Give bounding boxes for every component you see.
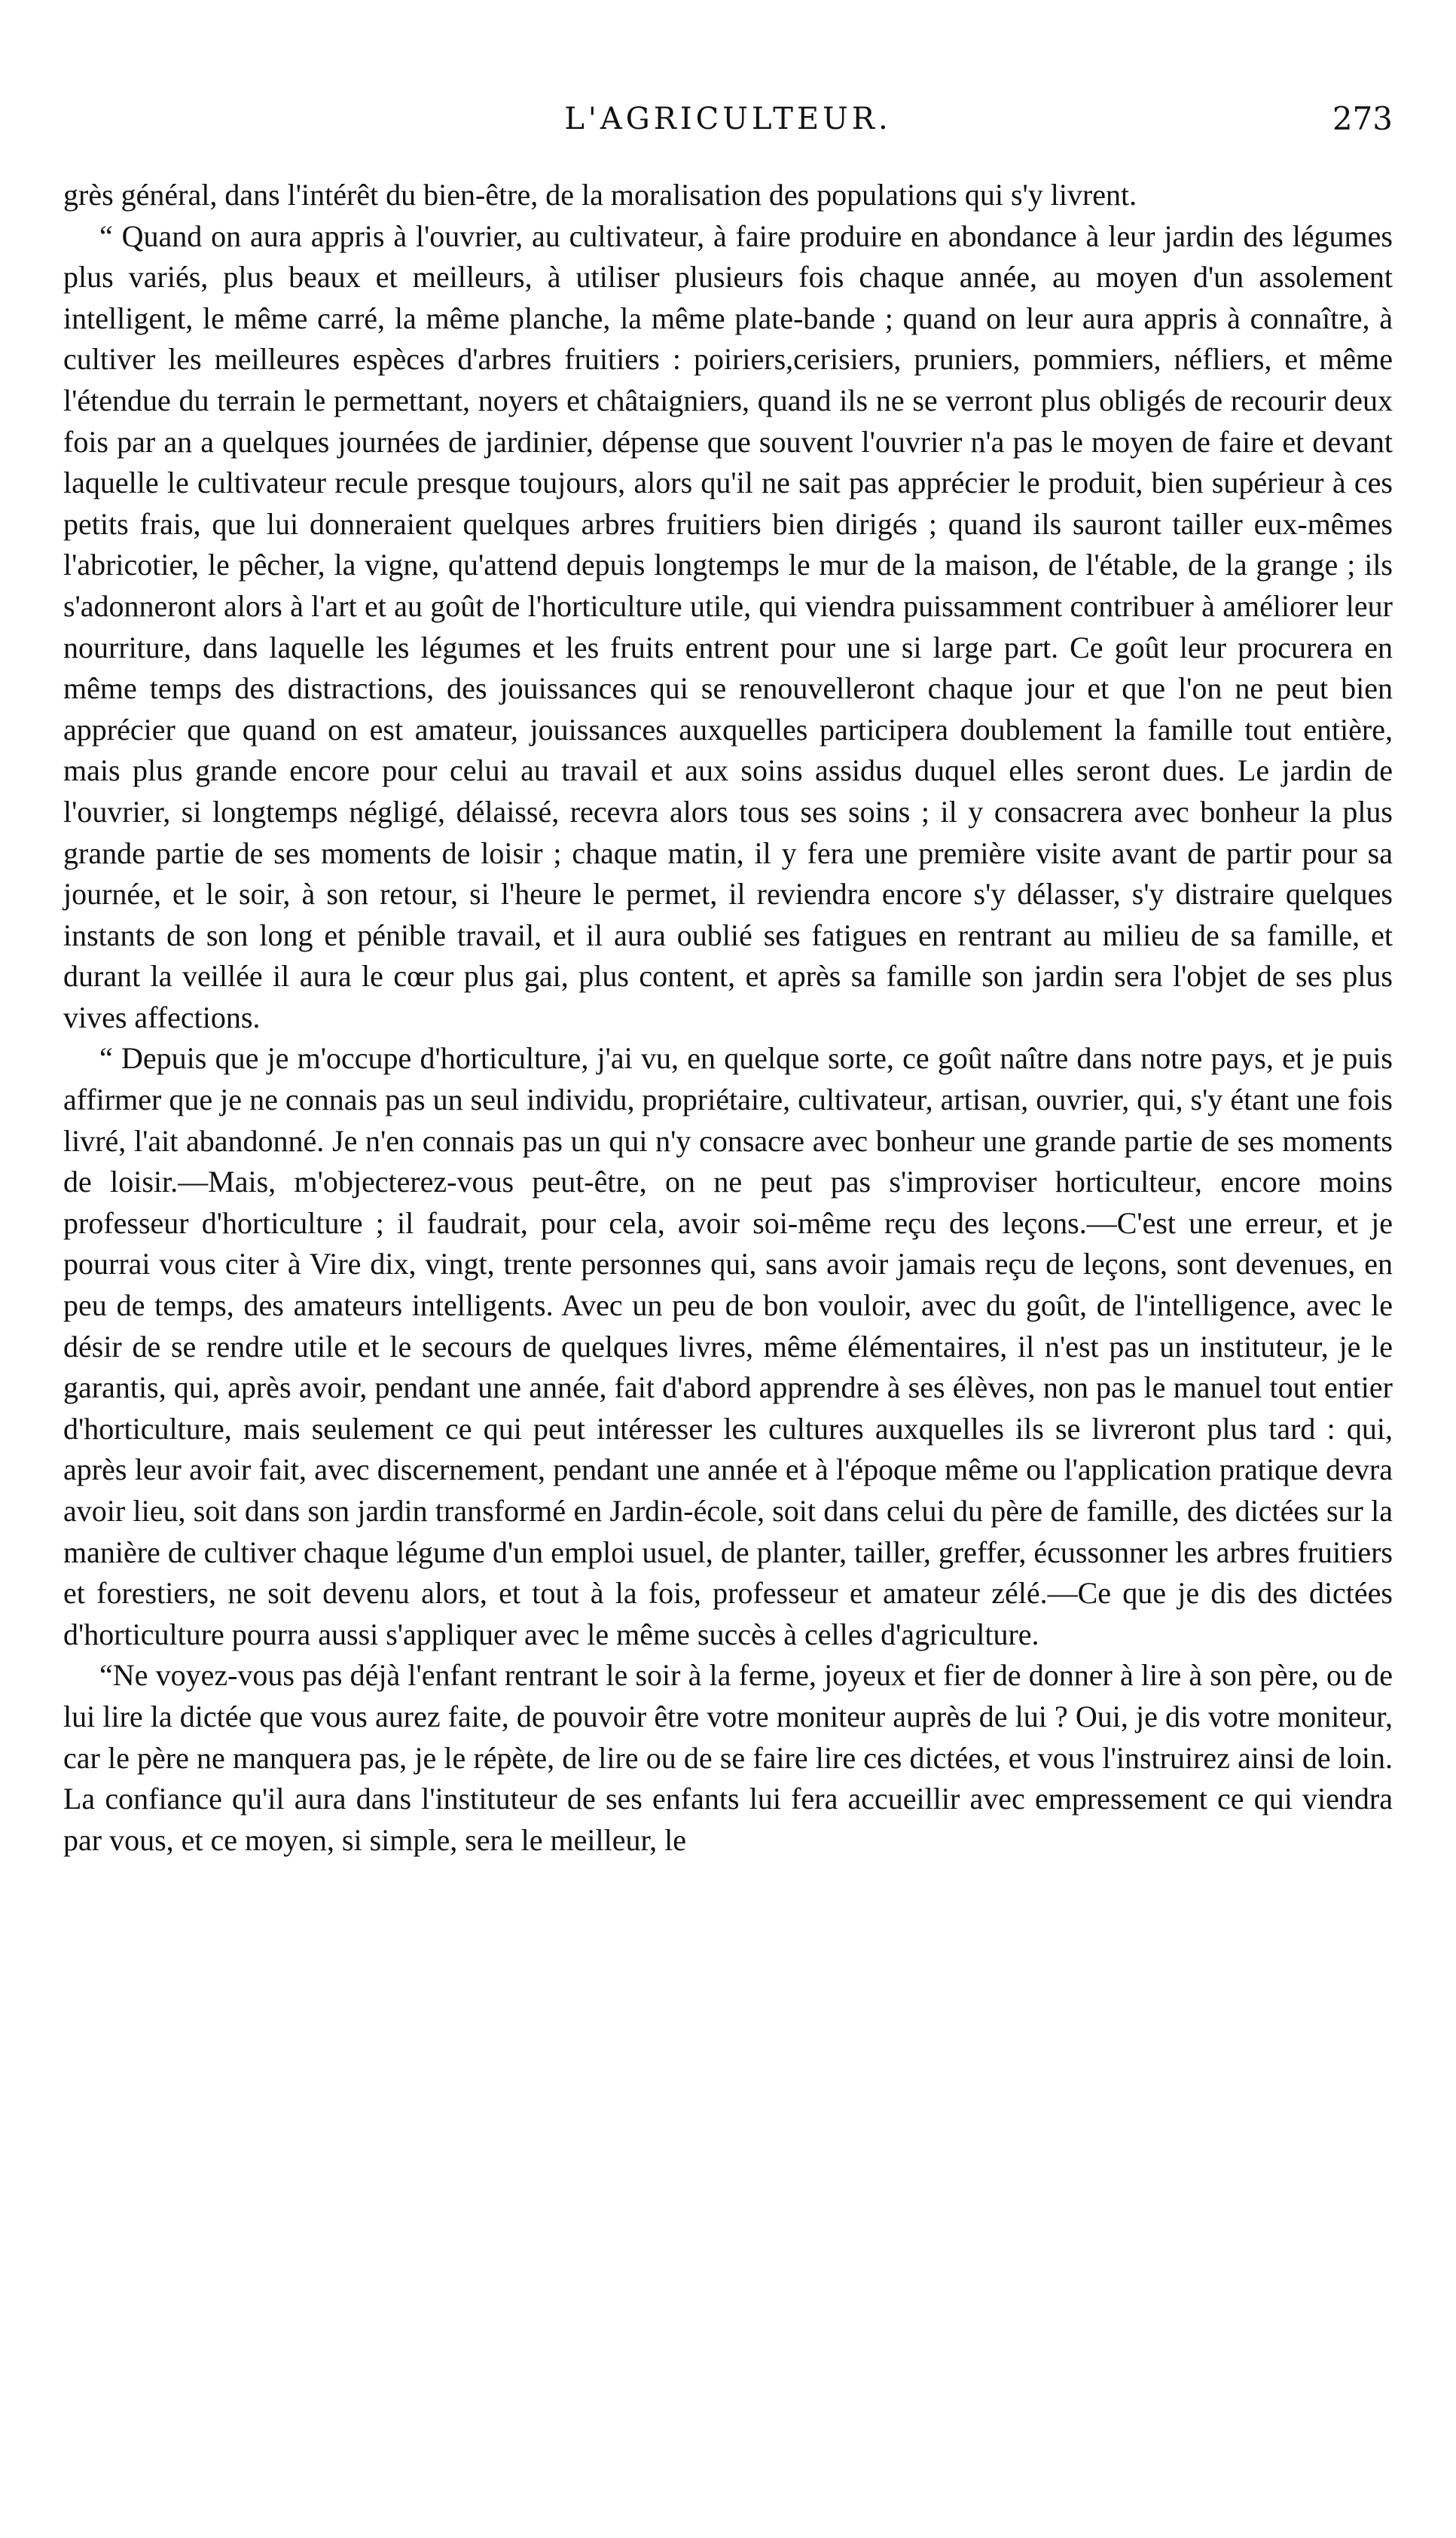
paragraph-continuation: grès général, dans l'intérêt du bien-être, de la moralisation des populations qui s'y livrent. bbox=[63, 178, 1137, 212]
paragraph: “ Depuis que je m'occupe d'horticulture, j'ai vu, en quelque sorte, ce goût naître dans notre pays, et je puis affirmer que je ne connais pas un seul individu, propriétaire, cultivateur, artisan, ouvrier, qui, s'y étant une fois livré, l'ait abandonné. Je n'en connais pas un qui n'y consacre avec bonheur une grande partie de ses moments de loisir.—Mais, m'objecterez-vous peut-être, on ne peut pas s'improviser horticulteur, encore moins professeur d'horticulture ; il faudrait, pour cela, avoir soi-même reçu des leçons.—C'est une erreur, et je pourrai vous citer à Vire dix, vingt, trente personnes qui, sans avoir jamais reçu de leçons, sont devenues, en peu de temps, des amateurs intelligents. Avec un peu de bon vouloir, avec du goût, de l'intelligence, avec le désir de se rendre utile et le secours de quelques livres, même élémentaires, il n'est pas un instituteur, je le garantis, qui, après avoir, pendant une année, fait d'abord apprendre à ses élèves, non pas le manuel tout entier d'horticulture, mais seulement ce qui peut intéresser les cultures auxquelles ils se livreront plus tard : qui, après leur avoir fait, avec discernement, pendant une année et à l'époque même ou l'application pratique devra avoir lieu, soit dans son jardin transformé en Jardin-école, soit dans celui du père de famille, des dictées sur la manière de cultiver chaque légume d'un emploi usuel, de planter, tailler, greffer, écussonner les arbres fruitiers et forestiers, ne soit devenu alors, et tout à la fois, professeur et amateur zélé.—Ce que je dis des dictées d'horticulture pourra aussi s'appliquer avec le même succès à celles d'agriculture. bbox=[63, 1041, 1393, 1651]
running-head bbox=[63, 96, 1393, 142]
paragraph: “ Quand on aura appris à l'ouvrier, au cultivateur, à faire produire en abondance à leur jardin des légumes plus variés, plus beaux et meilleurs, à utiliser plusieurs fois chaque année, au moyen d'un assolement intelligent, le même carré, la même planche, la même plate-bande ; quand on leur aura appris à connaître, à cultiver les meilleures espèces d'arbres fruitiers : poiriers,cerisiers, pruniers, pommiers, néfliers, et même l'étendue du terrain le permettant, noyers et châtaigniers, quand ils ne se verront plus obligés de recourir deux fois par an a quelques journées de jardinier, dépense que souvent l'ouvrier n'a pas le moyen de faire et devant laquelle le cultivateur recule presque toujours, alors qu'il ne sait pas apprécier le produit, bien supérieur à ces petits frais, que lui donneraient quelques arbres fruitiers bien dirigés ; quand ils sauront tailler eux-mêmes l'abricotier, le pêcher, la vigne, qu'attend depuis longtemps le mur de la maison, de l'étable, de la grange ; ils s'adonneront alors à l'art et au goût de l'horticulture utile, qui viendra puissamment contribuer à améliorer leur nourriture, dans laquelle les légumes et les fruits entrent pour une si large part. Ce goût leur procurera en même temps des distractions, des jouissances qui se renouvelleront chaque jour et que l'on ne peut bien apprécier que quand on est amateur, jouissances auxquelles participera doublement la famille tout entière, mais plus grande encore pour celui au travail et aux soins assidus duquel elles seront dues. Le jardin de l'ouvrier, si longtemps négligé, délaissé, recevra alors tous ses soins ; il y consacrera avec bonheur la plus grande partie de ses moments de loisir ; chaque matin, il y fera une première visite avant de partir pour sa journée, et le soir, à son retour, si l'heure le permet, il reviendra encore s'y délasser, s'y distraire quelques instants de son long et pénible travail, et il aura oublié ses fatigues en rentrant au milieu de sa famille, et durant la veillée il aura le cœur plus gai, plus content, et après sa famille son jardin sera l'objet de ses plus vives affections. bbox=[63, 218, 1393, 1034]
paragraph: “Ne voyez-vous pas déjà l'enfant rentrant le soir à la ferme, joyeux et fier de donner à lire à son père, ou de lui lire la dictée que vous aurez faite, de pouvoir être votre moniteur auprès de lui ? Oui, je dis votre moniteur, car le père ne manquera pas, je le répète, de lire ou de se faire lire ces dictées, et vous l'instruirez ainsi de loin. La confiance qu'il aura dans l'instituteur de ses enfants lui fera accueillir avec empressement ce qui viendra par vous, et ce moyen, si simple, sera le meilleur, le bbox=[63, 1658, 1393, 1857]
body-text bbox=[63, 175, 1393, 2510]
running-title: L'AGRICULTEUR. bbox=[564, 102, 892, 136]
page-number: 273 bbox=[1332, 100, 1393, 137]
